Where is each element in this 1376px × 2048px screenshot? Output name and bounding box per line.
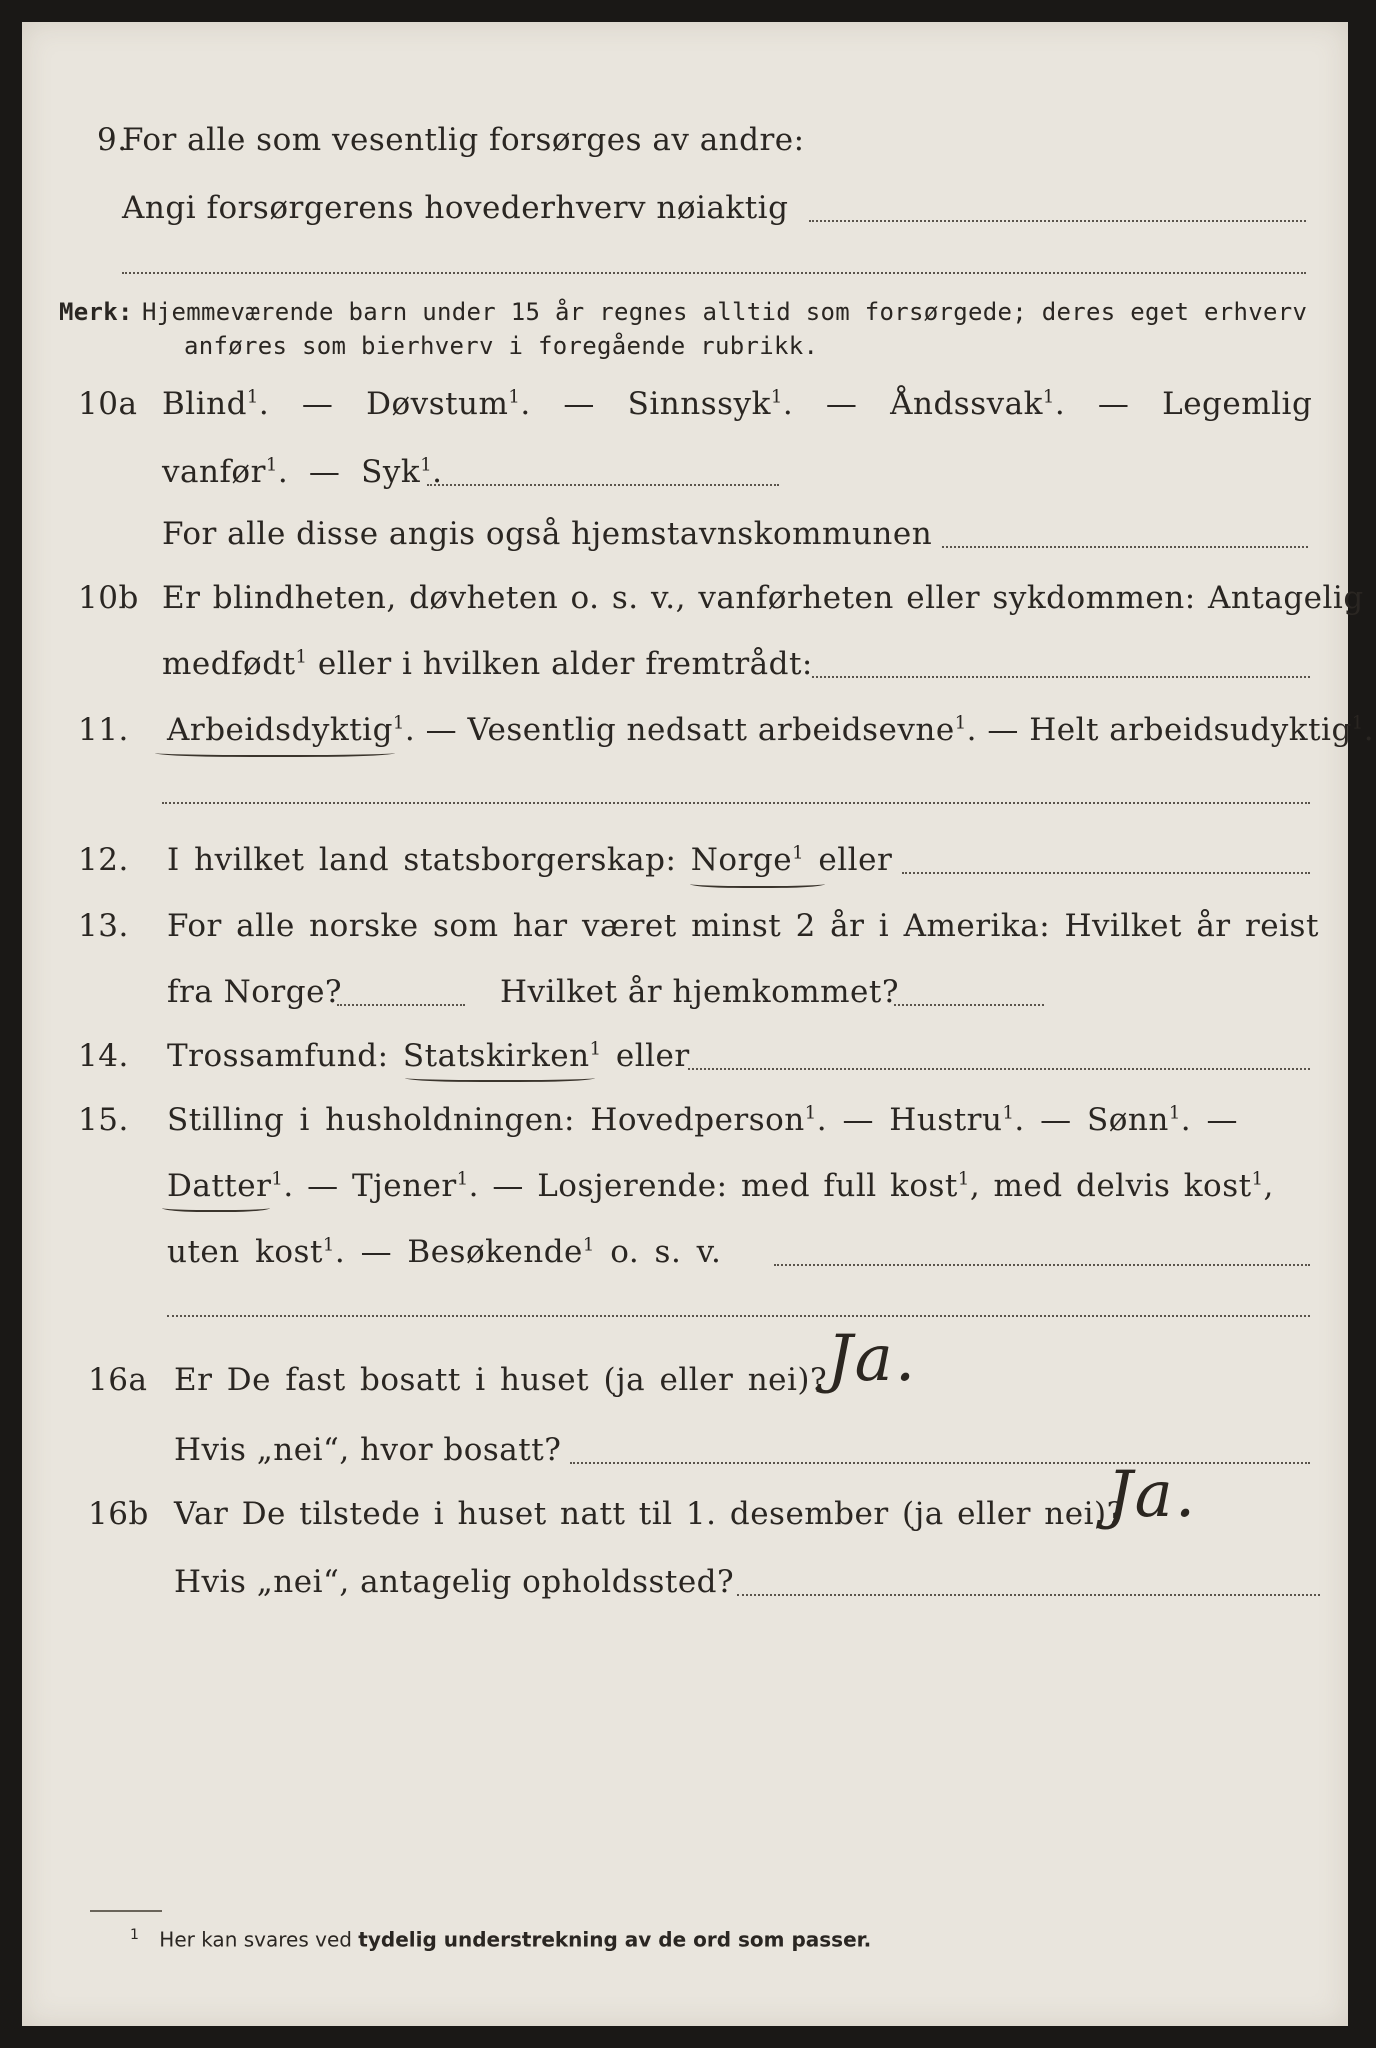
q10a-number: 10a <box>78 386 138 422</box>
sup: 1 <box>1168 1102 1181 1124</box>
q16a-handwritten-answer: Ja. <box>827 1322 918 1396</box>
option-sinnssyk[interactable]: Sinnssyk <box>627 386 771 422</box>
q13-text: For alle norske som har været minst 2 år i Amerika: Hvilket år reist <box>167 908 1319 944</box>
q14-label: Trossamfund: <box>167 1038 389 1074</box>
q10a-hjemstavn-field[interactable] <box>942 546 1308 548</box>
q9-provider-label: Angi forsørgerens hovederhverv nøiaktig <box>122 190 789 226</box>
sup: 1 <box>456 1168 469 1190</box>
q16a-bosatt-field[interactable] <box>570 1462 1310 1464</box>
q16b-number: 16b <box>88 1496 149 1532</box>
option-legemlig[interactable]: Legemlig <box>1162 386 1313 422</box>
q16b-opholdssted-label: Hvis „nei“, antagelig opholdssted? <box>174 1564 735 1600</box>
sup: 1 <box>1251 1168 1264 1190</box>
q14-number: 14. <box>78 1038 129 1074</box>
underline-statskirken <box>405 1072 595 1082</box>
q10a-options-2: vanfør$^1$. — Syk$^1$. <box>162 454 443 490</box>
q16a-number: 16a <box>88 1362 148 1398</box>
q15-osv: o. s. v. <box>610 1234 722 1270</box>
q13-reist-label: fra Norge? <box>167 974 343 1010</box>
q10a-syk-field[interactable] <box>427 484 779 486</box>
sup: 1 <box>582 1234 595 1256</box>
sup: 1 <box>271 1168 284 1190</box>
option-datter[interactable]: Datter <box>167 1168 272 1204</box>
q15-other-field[interactable] <box>774 1264 1310 1266</box>
underline-datter <box>162 1202 270 1212</box>
q12-number: 12. <box>78 842 129 878</box>
q12-eller: eller <box>818 842 893 878</box>
option-nedsatt[interactable]: Vesentlig nedsatt arbeidsevne <box>467 712 955 748</box>
sup: 1 <box>420 454 433 476</box>
q11-number: 11. <box>78 712 129 748</box>
q10b-options <box>162 646 813 682</box>
footnote-rule <box>90 1910 162 1912</box>
option-dovstum[interactable]: Døvstum <box>366 386 509 422</box>
option-sonn[interactable]: Sønn <box>1086 1102 1169 1138</box>
sup: 1 <box>804 1102 817 1124</box>
q9-text: For alle som vesentlig forsørges av andre: <box>122 122 805 158</box>
footnote-marker: 1 <box>130 1927 139 1943</box>
q10b-text: Er blindheten, døvheten o. s. v., vanførheten eller sykdommen: Antagelig <box>162 580 1364 616</box>
q15-number: 15. <box>78 1102 129 1138</box>
sup: 1 <box>392 712 405 734</box>
q15-label: Stilling i husholdningen: <box>167 1102 575 1138</box>
sup: 1 <box>770 386 783 408</box>
q9-number: 9. <box>97 122 128 158</box>
q13-hjem-label: Hvilket år hjemkommet? <box>500 974 899 1010</box>
option-vanfor[interactable]: vanfør <box>162 454 266 490</box>
q10a-hjemstavn-label: For alle disse angis også hjemstavnskommunen <box>162 516 933 552</box>
sup: 1 <box>1351 712 1364 734</box>
q16a-bosatt-label: Hvis „nei“, hvor bosatt? <box>174 1432 562 1468</box>
q13-hjem-field[interactable] <box>894 1004 1044 1006</box>
q10a-options: Blind$^1$. — Døvstum$^1$. — Sinnssyk$^1$. — Åndssvak$^1$. — Legemlig <box>162 386 1313 422</box>
q11-options: Arbeidsdyktig$^1$. — Vesentlig nedsatt arbeidsevne$^1$. — Helt arbeidsudyktig$^1$. <box>167 712 1375 748</box>
sup: 1 <box>957 1168 970 1190</box>
sup: 1 <box>1042 386 1055 408</box>
option-delvis-kost[interactable]: med delvis kost <box>993 1168 1252 1204</box>
q15-options-1: Stilling i husholdningen: Hovedperson$^1$. — Hustru$^1$. — Sønn$^1$. — <box>167 1102 1238 1138</box>
sup: 1 <box>954 712 967 734</box>
q12-options <box>167 842 892 878</box>
option-full-kost[interactable]: med full kost <box>740 1168 958 1204</box>
option-hovedperson[interactable]: Hovedperson <box>590 1102 805 1138</box>
sup: 1 <box>589 1038 602 1060</box>
option-hustru[interactable]: Hustru <box>889 1102 1003 1138</box>
option-losjerende[interactable]: Losjerende: <box>537 1168 728 1204</box>
option-tjener[interactable]: Tjener <box>351 1168 457 1204</box>
sup: 1 <box>295 646 308 668</box>
q10b-alder-field[interactable] <box>812 676 1310 678</box>
q10b-number: 10b <box>78 580 139 616</box>
option-norge[interactable]: Norge <box>690 842 793 878</box>
q16b-handwritten-answer: Ja. <box>1107 1458 1198 1532</box>
q15-options-2: Datter$^1$. — Tjener$^1$. — Losjerende: med full kost$^1$, med delvis kost$^1$, <box>167 1168 1274 1204</box>
merk-line2: anføres som bierhverv i foregående rubrikk. <box>184 332 819 360</box>
sup: 1 <box>508 386 521 408</box>
q16b-text: Var De tilstede i huset natt til 1. desember (ja eller nei)? <box>174 1496 1124 1532</box>
merk-line1: Hjemmeværende barn under 15 år regnes alltid som forsørgede; deres eget erhverv <box>142 298 1308 326</box>
q9-provider-field[interactable] <box>809 220 1306 222</box>
q10b-alder-label: eller i hvilken alder fremtrådt: <box>317 646 813 682</box>
option-andssvak[interactable]: Åndssvak <box>890 386 1043 422</box>
sup: 1 <box>792 842 805 864</box>
option-statskirken[interactable]: Statskirken <box>402 1038 590 1074</box>
option-medfodt[interactable]: medfødt <box>162 646 296 682</box>
option-uten-kost[interactable]: uten kost <box>167 1234 323 1270</box>
underline-arbeidsdyktig <box>155 747 395 757</box>
q12-other-field[interactable] <box>902 872 1310 874</box>
q11-extra-field[interactable] <box>162 802 1310 804</box>
q13-reist-field[interactable] <box>337 1004 465 1006</box>
option-udyktig[interactable]: Helt arbeidsudyktig <box>1029 712 1352 748</box>
q12-label: I hvilket land statsborgerskap: <box>167 842 677 878</box>
census-form-page <box>22 22 1375 2026</box>
q13-number: 13. <box>78 908 129 944</box>
option-besokende[interactable]: Besøkende <box>407 1234 583 1270</box>
q14-options <box>167 1038 690 1074</box>
footnote-bold: tydelig understrekning av de ord som passer. <box>358 1927 872 1952</box>
option-syk[interactable]: Syk <box>361 454 421 490</box>
q9-extra-field[interactable] <box>122 272 1306 274</box>
q16a-text: Er De fast bosatt i huset (ja eller nei)? <box>174 1362 828 1398</box>
option-arbeidsdyktig[interactable]: Arbeidsdyktig <box>167 712 393 748</box>
sup: 1 <box>322 1234 335 1256</box>
footnote-plain: Her kan svares ved <box>159 1927 352 1952</box>
q16b-opholdssted-field[interactable] <box>737 1594 1320 1596</box>
footnote <box>130 1927 871 1952</box>
q15-extra-field[interactable] <box>167 1315 1310 1317</box>
sup: 1 <box>246 386 259 408</box>
underline-norge <box>690 878 825 888</box>
sup: 1 <box>1002 1102 1015 1124</box>
sup: 1 <box>265 454 278 476</box>
q15-options-3: uten kost$^1$. — Besøkende$^1$ o. s. v. <box>167 1234 722 1270</box>
merk-label: Merk: <box>59 298 133 326</box>
option-blind[interactable]: Blind <box>162 386 247 422</box>
q14-eller: eller <box>615 1038 690 1074</box>
q14-other-field[interactable] <box>688 1068 1310 1070</box>
